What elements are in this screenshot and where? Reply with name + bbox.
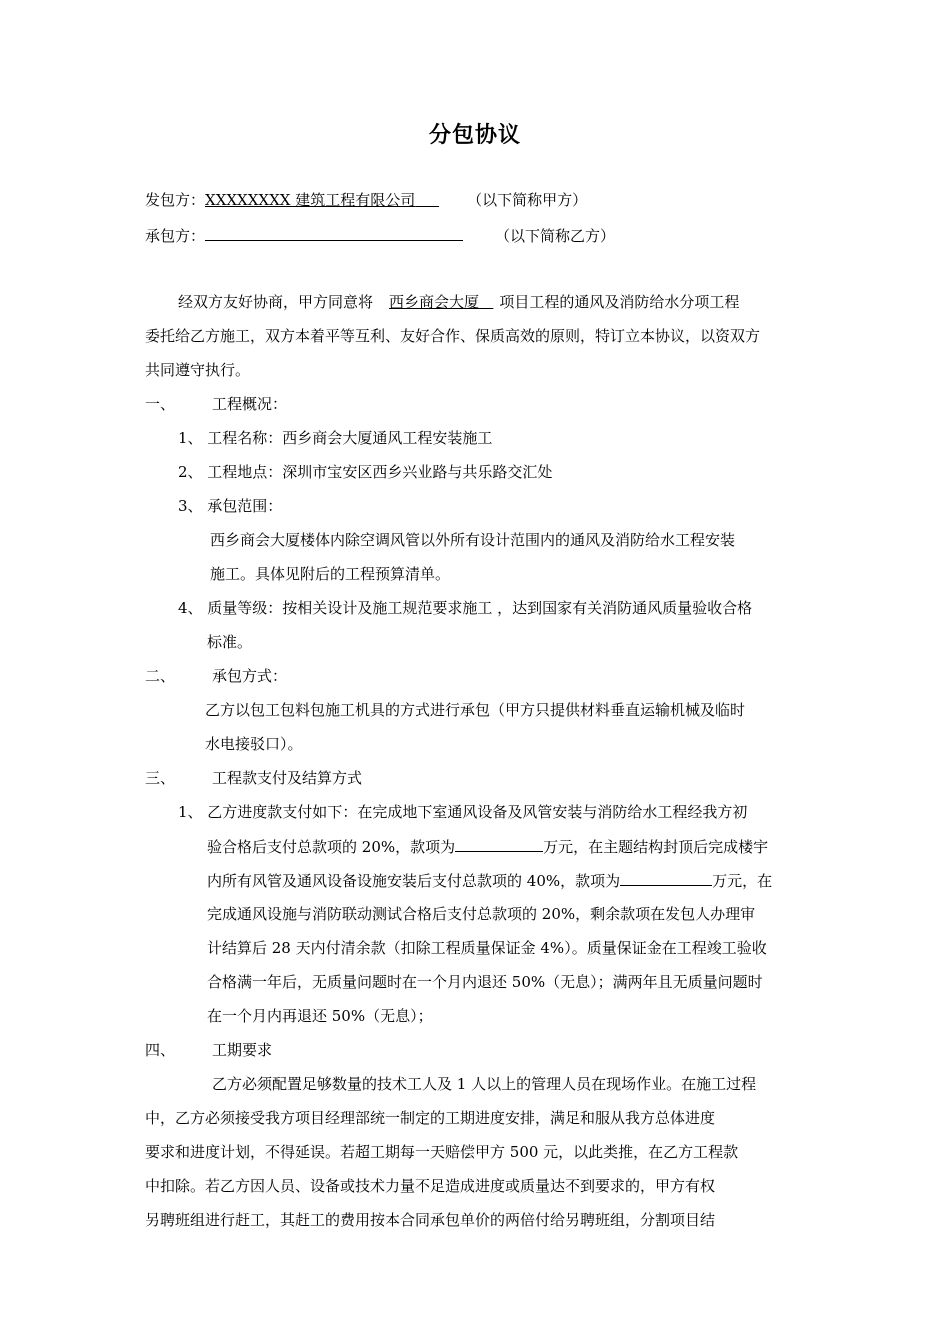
s3-line-5: 计结算后 28 天内付清余款（扣除工程质量保证金 4%）。质量保证金在工程竣工验收 (207, 939, 767, 957)
s3-line-4: 完成通风设施与消防联动测试合格后支付总款项的 20%，剩余款项在发包人办理审 (207, 905, 756, 923)
section-4-heading (145, 1040, 272, 1060)
s4-line-4: 中扣除。若乙方因人员、设备或技术力量不足造成进度或质量达不到要求的，甲方有权 (145, 1177, 716, 1195)
party-b-label: 承包方： (145, 227, 206, 245)
intro-line-3: 共同遵守执行。 (145, 361, 251, 379)
s4-line-1: 乙方必须配置足够数量的技术工人及 1 人以上的管理人员在现场作业。在施工过程 (212, 1075, 757, 1093)
section-1-heading (145, 394, 287, 414)
party-a-value: XXXXXXXX 建筑工程有限公司 (205, 191, 416, 209)
s3-line-6: 合格满一年后，无质量问题时在一个月内退还 50%（无息）；满两年且无质量问题时 (207, 973, 763, 991)
section-2-number: 二、 (145, 667, 176, 685)
s3-line-7: 在一个月内再退还 50%（无息）； (207, 1007, 433, 1025)
s2-line-1: 乙方以包工包料包施工机具的方式进行承包（甲方只提供材料垂直运输机械及临时 (205, 701, 746, 719)
s3-line-1: 1、 乙方进度款支付如下：在完成地下室通风设备及风管安装与消防给水工程经我方初 (178, 803, 748, 821)
s1-item-4-line-2: 标准。 (207, 633, 253, 651)
party-a-label: 发包方： (145, 191, 206, 209)
section-2-heading (145, 666, 287, 686)
s1-item-1: 1、 工程名称：西乡商会大厦通风工程安装施工 (178, 429, 493, 447)
amount-blank-1 (455, 836, 543, 852)
s4-line-2: 中，乙方必须接受我方项目经理部统一制定的工期进度安排，满足和服从我方总体进度 (145, 1109, 716, 1127)
s3-line-3: 内所有风管及通风设备设施安装后支付总款项的 40%，款项为 万元，在 (207, 872, 773, 890)
s1-item-3: 3、 承包范围： (178, 497, 283, 515)
intro-line-2: 委托给乙方施工，双方本着平等互利、友好合作、保质高效的原则，特订立本协议，以资双方 (145, 327, 761, 345)
party-a-line (145, 190, 587, 210)
project-name: 西乡商会大厦 (389, 293, 480, 311)
section-3-heading (145, 768, 362, 788)
section-1-title: 工程概况： (212, 395, 288, 413)
section-1-number: 一、 (145, 395, 176, 413)
party-b-blank (205, 225, 463, 241)
s4-line-5: 另聘班组进行赶工，其赶工的费用按本合同承包单价的两倍付给另聘班组，分割项目结 (145, 1211, 716, 1229)
party-b-line (145, 225, 615, 246)
s2-line-2: 水电接驳口）。 (205, 735, 303, 753)
amount-blank-2 (620, 870, 712, 886)
s4-line-3: 要求和进度计划，不得延误。若超工期每一天赔偿甲方 500 元，以此类推，在乙方工程款 (145, 1143, 739, 1161)
s1-item-2: 2、 工程地点：深圳市宝安区西乡兴业路与共乐路交汇处 (178, 463, 553, 481)
intro-line-1: 经双方友好协商，甲方同意将 西乡商会大厦 项目工程的通风及消防给水分项工程 (178, 293, 740, 311)
party-b-note: （以下简称乙方） (495, 227, 616, 245)
section-2-title: 承包方式： (212, 667, 288, 685)
s1-item-3-line-1: 西乡商会大厦楼体内除空调风管以外所有设计范围内的通风及消防给水工程安装 (210, 531, 736, 549)
section-3-number: 三、 (145, 769, 176, 787)
s3-line-2: 验合格后支付总款项的 20%，款项为 万元，在主题结构封顶后完成楼宇 (207, 838, 769, 856)
section-3-title: 工程款支付及结算方式 (212, 769, 363, 787)
s1-item-4-line-1: 4、 质量等级：按相关设计及施工规范要求施工 ，达到国家有关消防通风质量验收合格 (178, 599, 753, 617)
party-a-note: （以下简称甲方） (467, 191, 588, 209)
s1-item-3-line-2: 施工。具体见附后的工程预算清单。 (210, 565, 451, 583)
section-4-title: 工期要求 (212, 1041, 273, 1059)
section-4-number: 四、 (145, 1041, 176, 1059)
document-title: 分包协议 (428, 122, 521, 148)
